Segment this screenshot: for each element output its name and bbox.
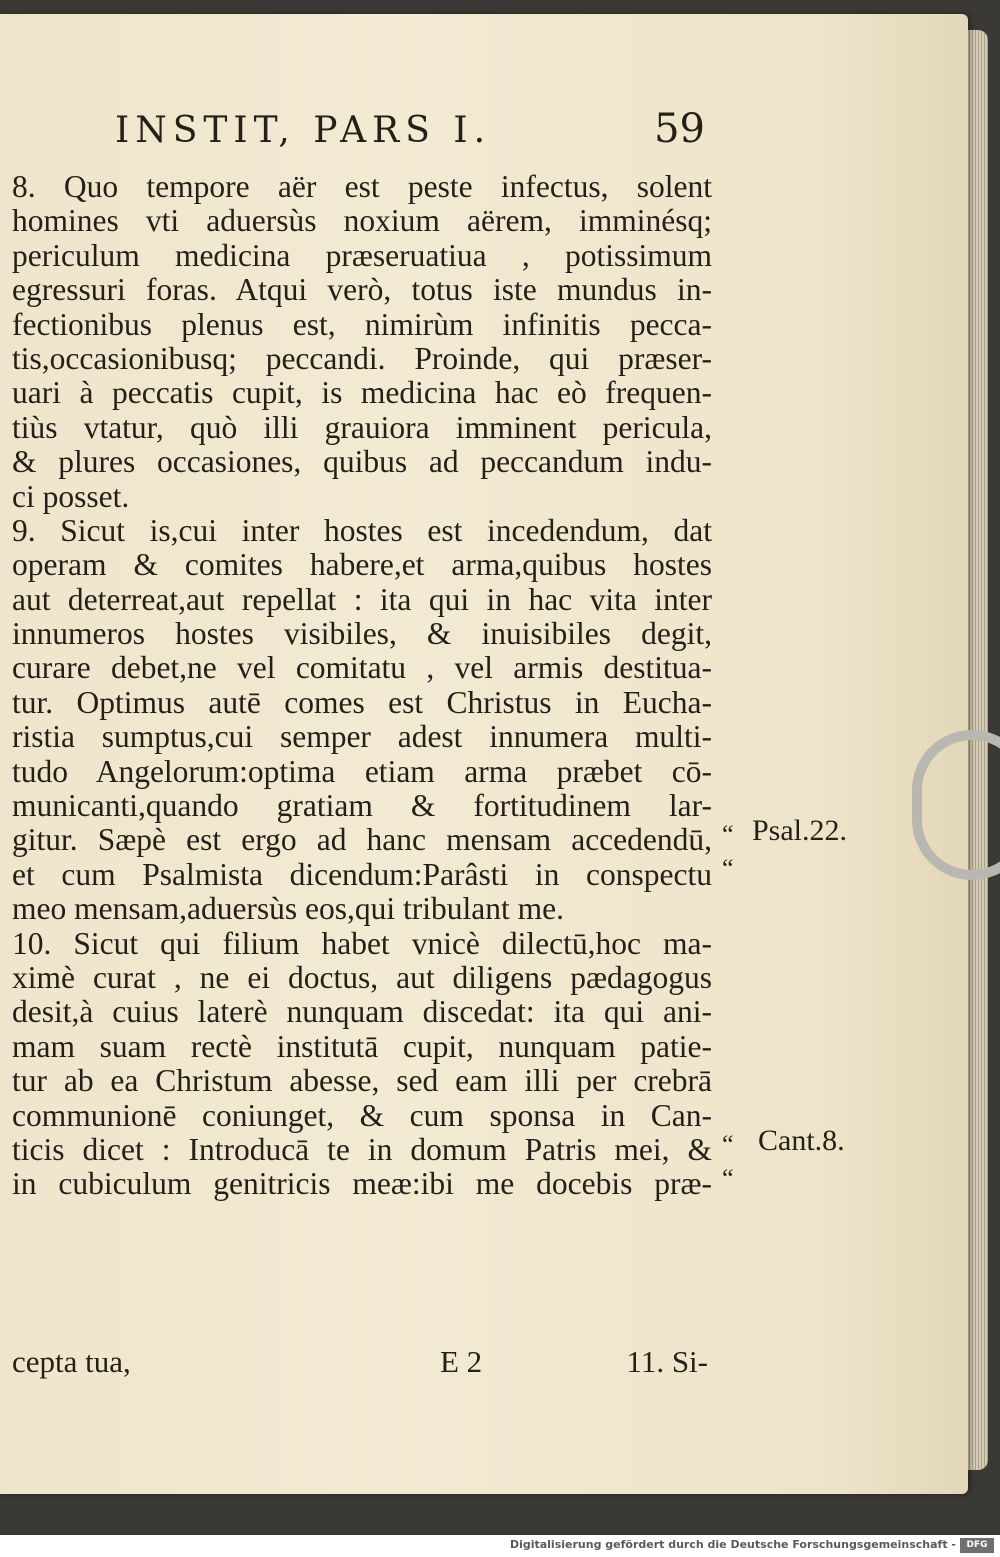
text-line: uari à peccatis cupit, is medicina hac eò frequen-: [12, 375, 712, 411]
margin-quote-mark: “: [722, 1164, 734, 1193]
text-line: tudo Angelorum:optima etiam arma præbet cō-: [12, 753, 712, 789]
text-line: tur. Optimus autē comes est Christus in Eucha-: [12, 684, 712, 720]
page-number: 59: [654, 106, 705, 152]
text-line: tiùs vtatur, quò illi grauiora imminent pericula,: [12, 409, 712, 445]
text-line: gitur. Sæpè est ergo ad hanc mensam accedendū,: [12, 822, 712, 858]
signature-line: [12, 1344, 712, 1384]
text-line: ristia sumptus,cui semper adest innumera multi-: [12, 719, 712, 755]
text-line: curare debet,ne vel comitatu , vel armis destitua-: [12, 650, 712, 686]
margin-canticle-reference: Cant.8.: [758, 1124, 845, 1157]
text-line: & plures occasiones, quibus ad peccandum indu-: [12, 444, 712, 480]
margin-psalm-reference: Psal.22.: [752, 814, 848, 847]
text-line: et cum Psalmista dicendum:Parâsti in conspectu: [12, 856, 712, 892]
text-line: ximè curat , ne ei doctus, aut diligens pædagogus: [12, 959, 712, 995]
margin-quote-mark: “: [722, 1130, 734, 1159]
text-line: tis,occasionibusq; peccandi. Proinde, qui præser-: [12, 340, 712, 376]
catchword: 11. Si-: [626, 1344, 708, 1379]
page-header: [115, 106, 715, 160]
text-line: desit,à cuius laterè nunquam discedat: ita qui ani-: [12, 994, 712, 1030]
book-clasp: [912, 730, 1000, 880]
text-line: aut deterreat,aut repellat : ita qui in hac vita inter: [12, 581, 712, 617]
text-line: municanti,quando gratiam & fortitudinem lar-: [12, 788, 712, 824]
text-line: periculum medicina præseruatiua , potissimum: [12, 237, 712, 273]
text-line: innumeros hostes visibiles, & inuisibiles degit,: [12, 616, 712, 652]
running-head: INSTIT, PARS I.: [115, 110, 492, 151]
text-line: homines vti aduersùs noxium aërem, imminésq;: [12, 203, 712, 239]
text-line: operam & comites habere,et arma,quibus hostes: [12, 547, 712, 583]
footer-credit: Digitalisierung gefördert durch die Deutsche Forschungsgemeinschaft -: [509, 1538, 956, 1551]
text-line: ticis dicet : Introducā te in domum Patris mei, &: [12, 1131, 712, 1167]
text-line: tur ab ea Christum abesse, sed eam illi per crebrā: [12, 1063, 712, 1099]
text-line: egressuri foras. Atqui verò, totus iste mundus in-: [12, 272, 712, 308]
margin-quote-mark: “: [722, 820, 734, 849]
text-line: fectionibus plenus est, nimirùm infinitis pecca-: [12, 306, 712, 342]
text-line: mam suam rectè institutā cupit, nunquam patie-: [12, 1028, 712, 1064]
dfg-logo: DFG: [960, 1538, 994, 1553]
footer-bar: [0, 1535, 1000, 1557]
text-line: ci posset.: [12, 478, 130, 514]
book-page: [0, 14, 968, 1494]
last-line-text: cepta tua,: [12, 1344, 131, 1379]
text-line: meo mensam,aduersùs eos,qui tribulant me.: [12, 891, 565, 927]
text-line: 9. Sicut is,cui inter hostes est incedendum, dat: [12, 512, 712, 548]
margin-quote-mark: “: [722, 854, 734, 883]
text-line: 8. Quo tempore aër est peste infectus, solent: [12, 169, 712, 204]
body-text: [12, 170, 712, 1202]
signature-mark: E 2: [440, 1344, 483, 1379]
text-line: in cubiculum genitricis meæ:ibi me docebis præ-: [12, 1166, 712, 1202]
text-line: 10. Sicut qui filium habet vnicè dilectū,hoc ma-: [12, 925, 712, 961]
text-line: communionē coniunget, & cum sponsa in Can-: [12, 1097, 712, 1133]
